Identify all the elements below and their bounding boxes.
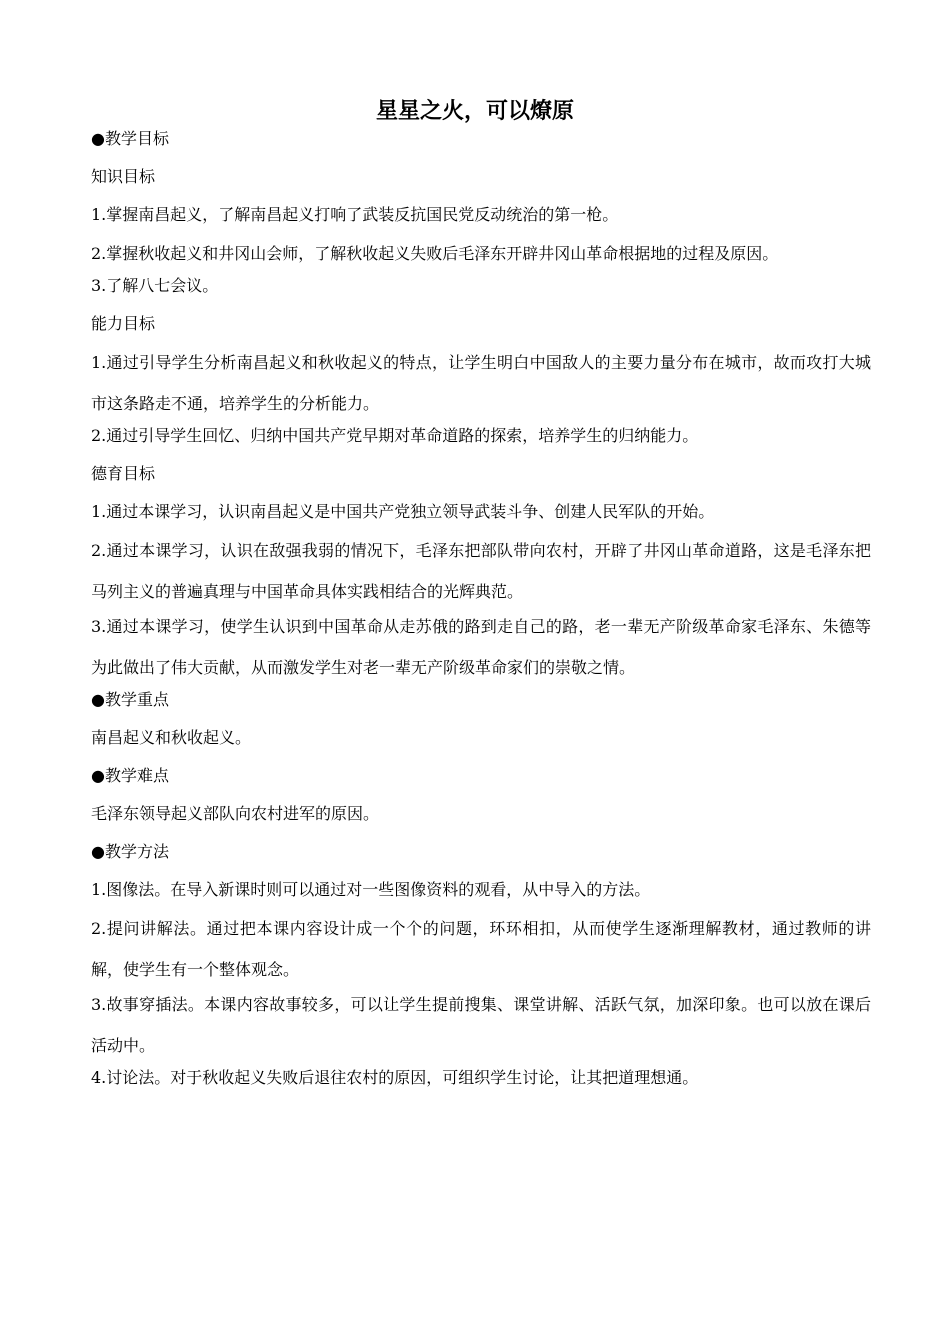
document-body (91, 125, 871, 1102)
section-heading-goals: ●教学目标 (91, 129, 169, 148)
moral-item: 2.通过本课学习，认识在敌强我弱的情况下，毛泽东把部队带向农村，开辟了井冈山革命道路，这是毛泽东把马列主义的普遍真理与中国革命具体实践相结合的光辉典范。 (91, 541, 871, 601)
key-points-text: 南昌起义和秋收起义。 (91, 728, 252, 747)
subheading-ability: 能力目标 (91, 314, 156, 333)
method-item: 4.讨论法。对于秋收起义失败后退往农村的原因，可组织学生讨论，让其把道理想通。 (91, 1068, 699, 1087)
page-title: 星星之火，可以燎原 (375, 99, 574, 124)
method-item: 3.故事穿插法。本课内容故事较多，可以让学生提前搜集、课堂讲解、活跃气氛，加深印象。也可以放在课后活动中。 (91, 995, 871, 1055)
section-heading-key-points: ●教学重点 (91, 690, 169, 709)
subheading-knowledge: 知识目标 (91, 167, 156, 186)
ability-item: 2.通过引导学生回忆、归纳中国共产党早期对革命道路的探索，培养学生的归纳能力。 (91, 426, 699, 445)
knowledge-item: 3.了解八七会议。 (91, 276, 219, 295)
section-heading-methods: ●教学方法 (91, 842, 169, 861)
moral-item: 1.通过本课学习，认识南昌起义是中国共产党独立领导武装斗争、创建人民军队的开始。 (91, 502, 715, 521)
ability-item: 1.通过引导学生分析南昌起义和秋收起义的特点，让学生明白中国敌人的主要力量分布在城市，故而攻打大城市这条路走不通，培养学生的分析能力。 (91, 353, 871, 413)
knowledge-item: 1.掌握南昌起义，了解南昌起义打响了武装反抗国民党反动统治的第一枪。 (91, 205, 619, 224)
method-item: 1.图像法。在导入新课时则可以通过对一些图像资料的观看，从中导入的方法。 (91, 880, 651, 899)
difficulties-text: 毛泽东领导起义部队向农村进军的原因。 (91, 804, 380, 823)
subheading-moral: 德育目标 (91, 464, 156, 483)
section-heading-difficulties: ●教学难点 (91, 766, 169, 785)
method-item: 2.提问讲解法。通过把本课内容设计成一个个的问题，环环相扣，从而使学生逐渐理解教材，通过教师的讲解，使学生有一个整体观念。 (91, 919, 871, 979)
knowledge-item: 2.掌握秋收起义和井冈山会师，了解秋收起义失败后毛泽东开辟井冈山革命根据地的过程及原因。 (91, 244, 779, 263)
moral-item: 3.通过本课学习，使学生认识到中国革命从走苏俄的路到走自己的路，老一辈无产阶级革命家毛泽东、朱德等为此做出了伟大贡献，从而激发学生对老一辈无产阶级革命家们的崇敬之情。 (91, 617, 871, 677)
